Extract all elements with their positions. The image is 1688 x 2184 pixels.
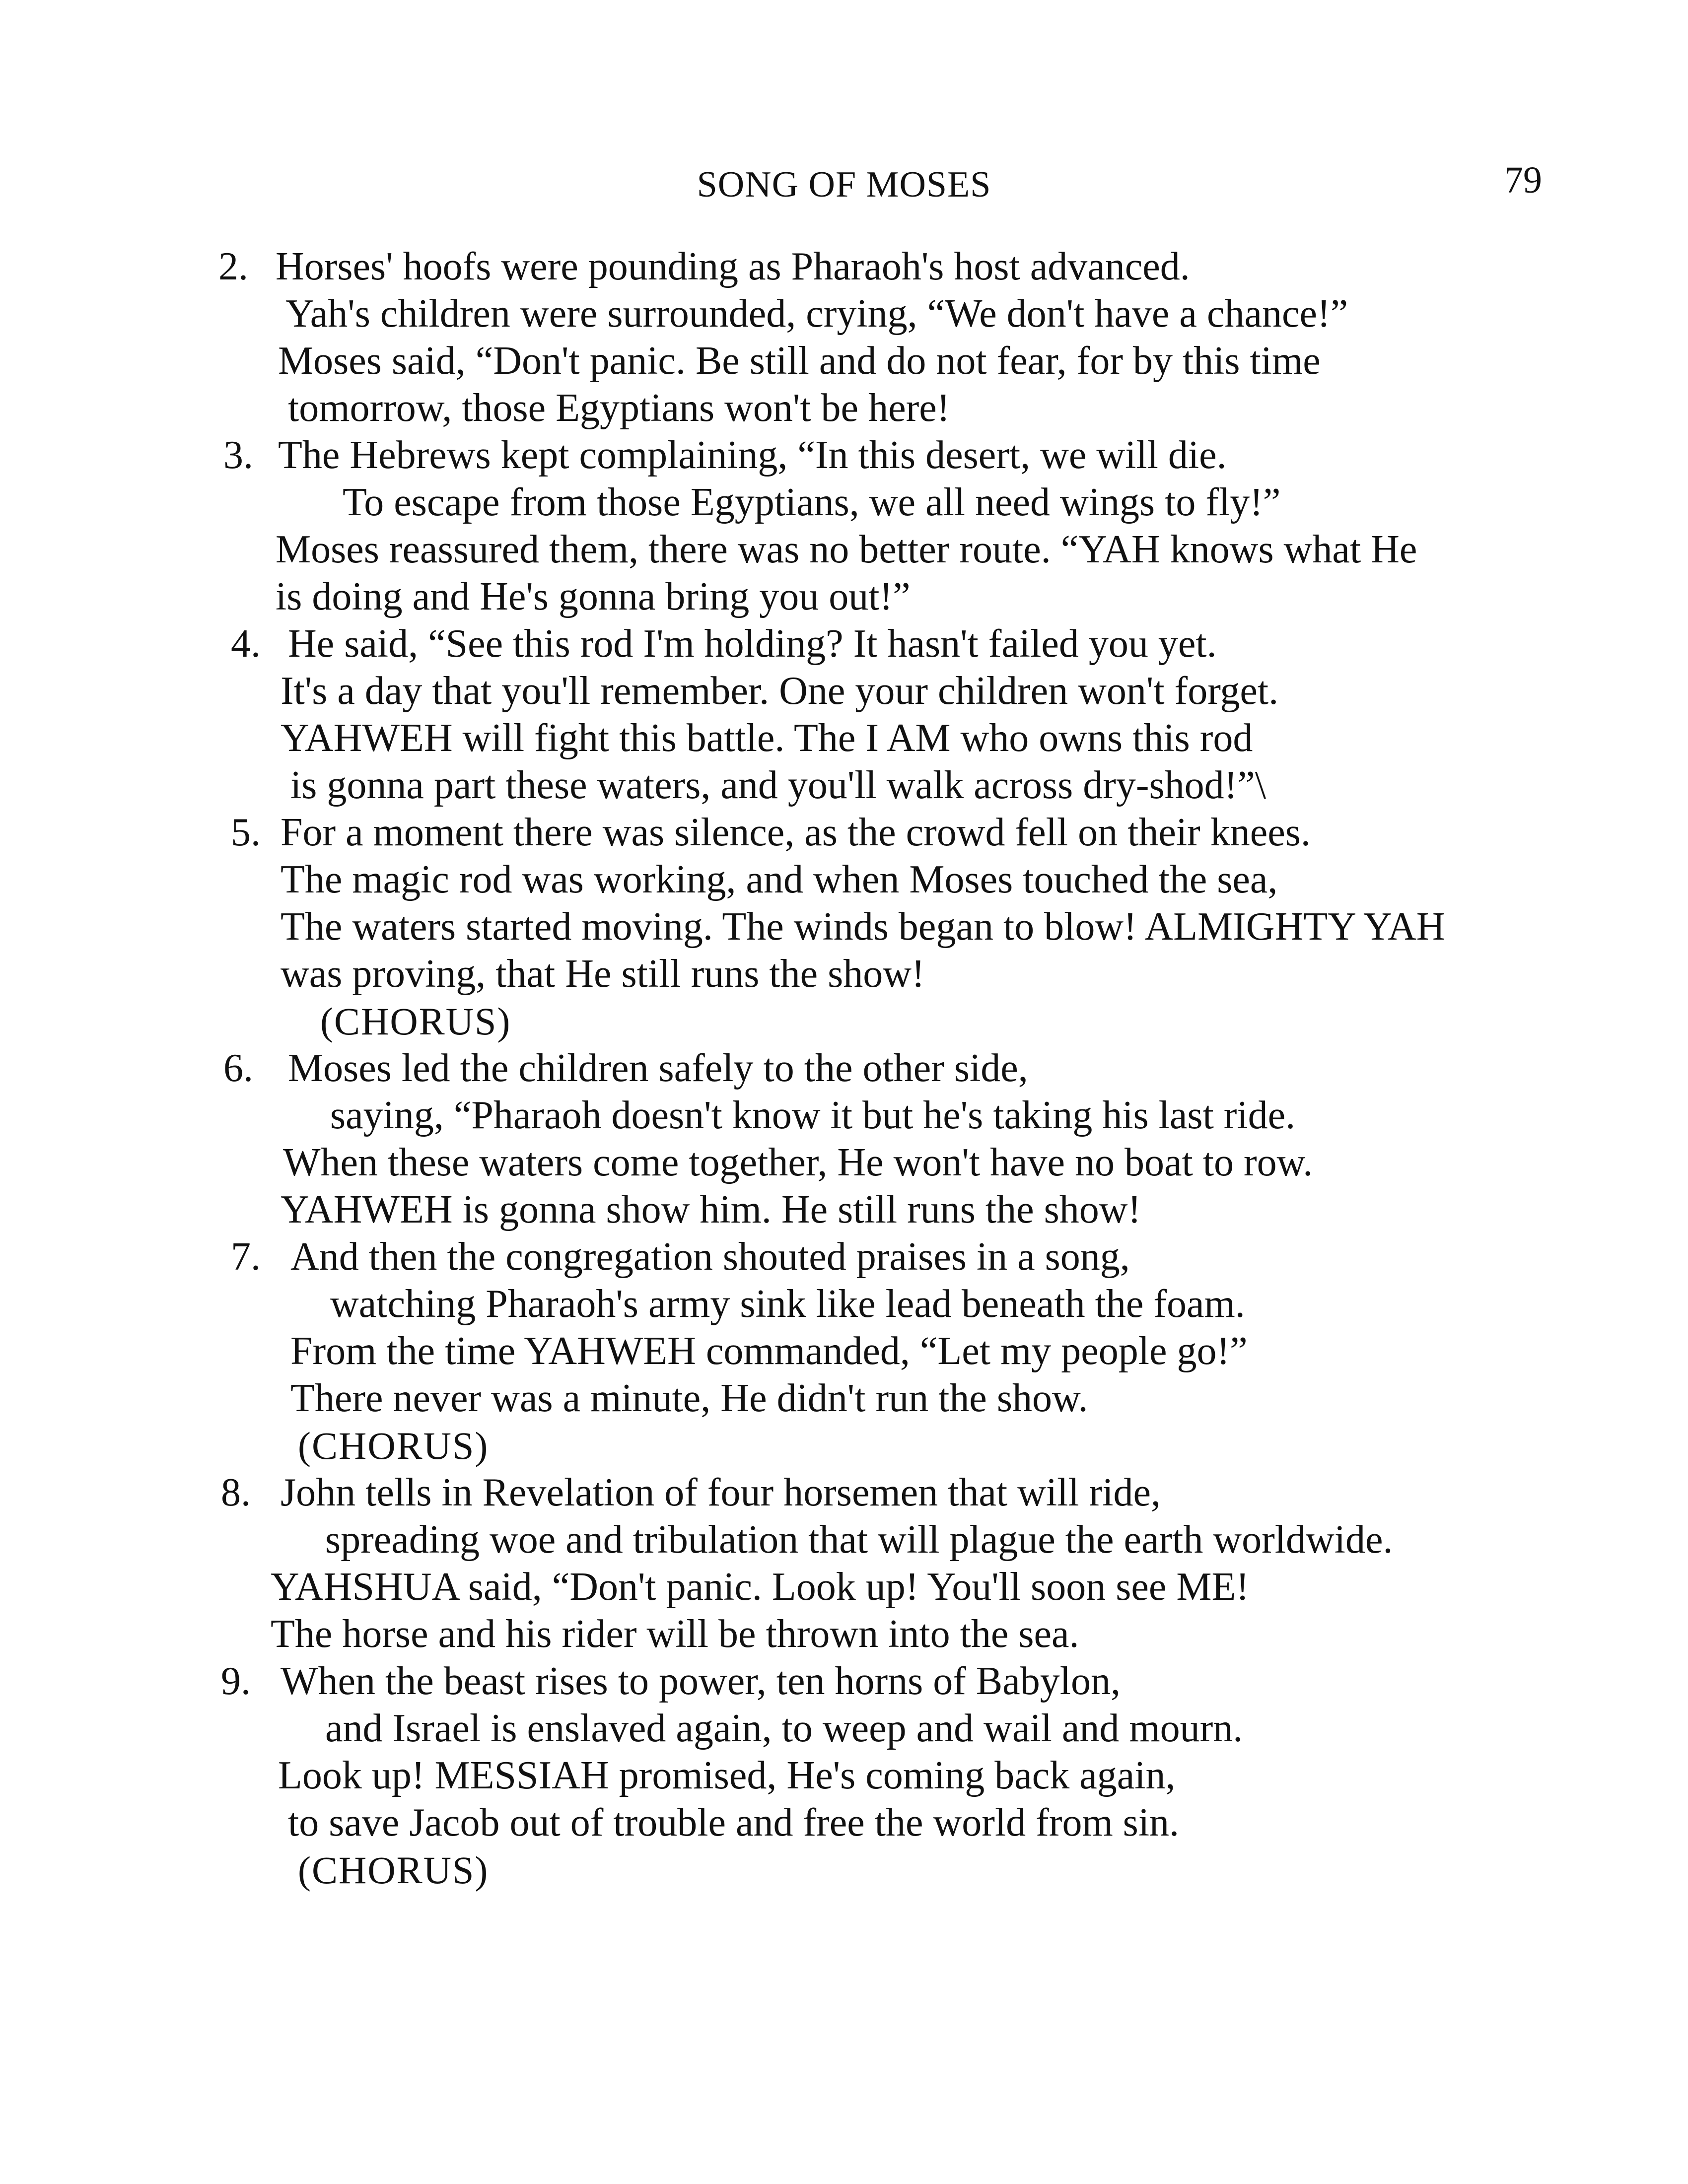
verse-line: YAHWEH will fight this battle. The I AM who owns this rod	[281, 716, 1253, 760]
verse-number: 2.	[218, 245, 248, 288]
verse-number: 7.	[231, 1235, 261, 1279]
page-number: 79	[1504, 159, 1542, 201]
verse-line: YAHWEH is gonna show him. He still runs the show!	[281, 1188, 1141, 1231]
verse-line: The Hebrews kept complaining, “In this desert, we will die.	[278, 433, 1227, 477]
verse-line: There never was a minute, He didn't run the show.	[290, 1376, 1088, 1420]
verse-line: For a moment there was silence, as the crowd fell on their knees.	[281, 811, 1311, 854]
verse-line: is doing and He's gonna bring you out!”	[276, 575, 911, 618]
page-title: SONG OF MOSES	[697, 164, 991, 205]
verse-number: 9.	[221, 1659, 251, 1703]
verse-number: 4.	[231, 622, 261, 666]
verse-line: spreading woe and tribulation that will plague the earth worldwide.	[325, 1518, 1393, 1562]
verse-number: 3.	[223, 433, 253, 477]
verse-line: is gonna part these waters, and you'll walk across dry-shod!”\	[290, 763, 1266, 807]
verse-line: He said, “See this rod I'm holding? It hasn't failed you yet.	[288, 622, 1217, 666]
verse-line: to save Jacob out of trouble and free the world from sin.	[288, 1801, 1180, 1844]
verse-line: Moses said, “Don't panic. Be still and do not fear, for by this time	[278, 339, 1321, 383]
verse-line: The magic rod was working, and when Moses touched the sea,	[281, 858, 1278, 901]
verse-line: was proving, that He still runs the show!	[281, 952, 925, 996]
verse-line: tomorrow, those Egyptians won't be here!	[288, 386, 950, 430]
verse-line: When these waters come together, He won't have no boat to row.	[283, 1141, 1313, 1184]
verse-number: 6.	[223, 1046, 253, 1090]
verse-line: Look up! MESSIAH promised, He's coming back again,	[278, 1754, 1176, 1797]
verse-line: and Israel is enslaved again, to weep and wail and mourn.	[325, 1706, 1243, 1750]
verse-line: When the beast rises to power, ten horns of Babylon,	[281, 1659, 1121, 1703]
verse-number: 8.	[221, 1471, 251, 1514]
verse-line: Moses reassured them, there was no better route. “YAH knows what He	[276, 528, 1417, 571]
verse-line: And then the congregation shouted praises in a song,	[290, 1235, 1130, 1279]
verse-line: Horses' hoofs were pounding as Pharaoh's host advanced.	[276, 245, 1190, 288]
chorus-marker: (CHORUS)	[298, 1848, 489, 1892]
verse-line: To escape from those Egyptians, we all need wings to fly!”	[343, 480, 1281, 524]
verse-list	[0, 243, 1688, 1894]
verse-line: It's a day that you'll remember. One your children won't forget.	[281, 669, 1279, 713]
verse-line: The waters started moving. The winds began to blow! ALMIGHTY YAH	[281, 905, 1445, 949]
verse-line: Yah's children were surrounded, crying, “We don't have a chance!”	[285, 292, 1348, 336]
verse-line: saying, “Pharaoh doesn't know it but he's taking his last ride.	[330, 1093, 1296, 1137]
verse-line: watching Pharaoh's army sink like lead beneath the foam.	[330, 1282, 1245, 1326]
chorus-marker: (CHORUS)	[298, 1424, 489, 1467]
chorus-marker: (CHORUS)	[320, 1000, 511, 1043]
verse-line: John tells in Revelation of four horsemen that will ride,	[281, 1471, 1161, 1514]
verse-line: YAHSHUA said, “Don't panic. Look up! You'll soon see ME!	[271, 1565, 1249, 1609]
verse-line: The horse and his rider will be thrown into the sea.	[271, 1612, 1079, 1656]
verse-line: From the time YAHWEH commanded, “Let my people go!”	[290, 1329, 1248, 1373]
verse-number: 5.	[231, 811, 261, 854]
verse-line: Moses led the children safely to the other side,	[288, 1046, 1028, 1090]
